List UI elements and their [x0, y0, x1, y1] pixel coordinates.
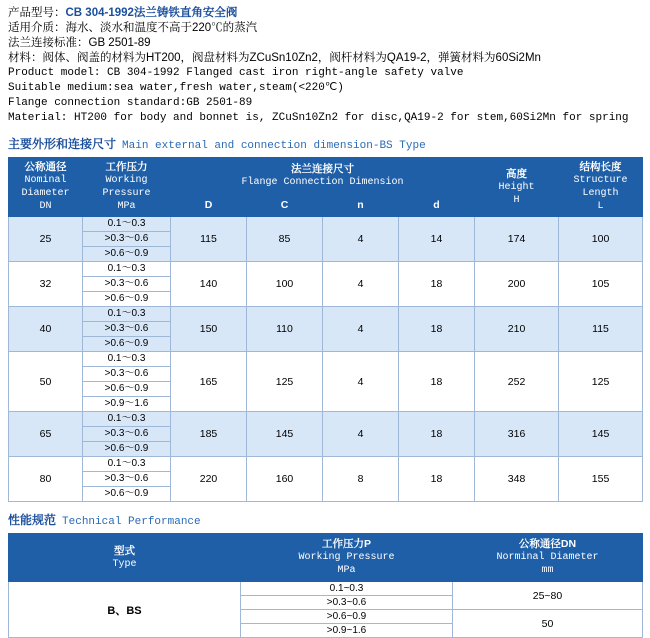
cell-perf-pressure: >0.6~0.9 — [241, 610, 453, 624]
header-flange-connection-cn: 法兰连接尺寸 — [291, 162, 355, 175]
cell-d: 18 — [399, 307, 475, 352]
cell-perf-pressure: >0.9~1.6 — [241, 624, 453, 638]
cell-perf-diameter: 50 — [453, 610, 643, 638]
cell-d: 18 — [399, 352, 475, 412]
header-structure-length-cn: 结构长度 — [579, 161, 622, 173]
cell-D: 150 — [171, 307, 247, 352]
dimension-table-header-row — [9, 158, 643, 195]
cell-d: 14 — [399, 217, 475, 262]
cell-dn: 32 — [9, 262, 83, 307]
cell-n: 4 — [323, 262, 399, 307]
header-structure-length-en: Structure Length — [573, 175, 628, 199]
cell-D: 165 — [171, 352, 247, 412]
header-height-symbol: H — [513, 194, 520, 206]
header-perf-working-pressure-unit: MPa — [337, 565, 356, 576]
header-flange-n: n — [323, 194, 399, 216]
cell-H: 252 — [475, 352, 559, 412]
cell-C: 145 — [247, 412, 323, 457]
spec-line-material-en: Material: HT200 for body and bonnet is, ZCuSn10Zn2 for disc,QA19-2 for stem,60Si2Mn for spring — [8, 112, 629, 124]
header-flange-connection — [171, 158, 475, 195]
cell-L: 115 — [559, 307, 643, 352]
header-working-pressure — [83, 158, 171, 217]
header-type — [9, 534, 241, 582]
section-title-dimensions-en: Main external and connection dimension-BS Type — [122, 140, 426, 152]
spec-line-medium — [8, 21, 642, 36]
spec-label-model: 产品型号： — [8, 7, 66, 19]
cell-pressure: >0.6～0.9 — [83, 487, 171, 502]
cell-dn: 50 — [9, 352, 83, 412]
cell-pressure: >0.3～0.6 — [83, 367, 171, 382]
spec-line-model — [8, 6, 642, 21]
cell-H: 316 — [475, 412, 559, 457]
cell-pressure: >0.3～0.6 — [83, 232, 171, 247]
header-height — [475, 158, 559, 217]
cell-n: 8 — [323, 457, 399, 502]
spec-line-material — [8, 51, 642, 66]
table-row — [9, 262, 643, 277]
table-row — [9, 352, 643, 367]
spec-value-material: 阀体、阀盖的材料为HT200，阀盘材料为ZCuSn10Zn2，阀杆材料为QA19-2，弹簧材料为60Si2Mn — [42, 52, 541, 64]
spec-label-flange-standard: 法兰连接标准： — [8, 37, 89, 49]
header-nominal-diameter-en1: Nominal — [24, 175, 67, 186]
cell-perf-diameter: 25~80 — [453, 582, 643, 610]
cell-perf-pressure: 0.1~0.3 — [241, 582, 453, 596]
cell-L: 145 — [559, 412, 643, 457]
cell-C: 125 — [247, 352, 323, 412]
table-row — [9, 582, 643, 596]
cell-pressure: >0.6～0.9 — [83, 442, 171, 457]
cell-dn: 40 — [9, 307, 83, 352]
section-title-performance-en: Technical Performance — [62, 516, 201, 528]
cell-L: 125 — [559, 352, 643, 412]
table-row — [9, 412, 643, 427]
header-height-en: Height — [498, 181, 535, 193]
cell-D: 140 — [171, 262, 247, 307]
section-title-dimensions-cn: 主要外形和连接尺寸 — [8, 137, 117, 151]
header-nominal-diameter-en2: Diameter — [21, 188, 70, 199]
header-flange-connection-en: Flange Connection Dimension — [241, 176, 404, 188]
header-perf-nominal-diameter-unit: mm — [541, 565, 554, 576]
table-row — [9, 307, 643, 322]
cell-H: 348 — [475, 457, 559, 502]
header-perf-working-pressure — [241, 534, 453, 582]
dimension-table — [8, 157, 643, 502]
spec-label-medium: 适用介质： — [8, 22, 66, 34]
header-nominal-diameter-en3: DN — [39, 201, 52, 212]
cell-pressure: >0.6～0.9 — [83, 337, 171, 352]
cell-pressure: 0.1～0.3 — [83, 307, 171, 322]
spec-label-material: 材料： — [8, 52, 43, 64]
performance-table — [8, 533, 643, 638]
cell-C: 85 — [247, 217, 323, 262]
cell-pressure: 0.1～0.3 — [83, 352, 171, 367]
spec-line-flange-standard-en: Flange connection standard:GB 2501-89 — [8, 97, 253, 109]
cell-pressure: >0.3～0.6 — [83, 322, 171, 337]
spec-line-medium-en: Suitable medium:sea water,fresh water,steam(<220℃) — [8, 82, 344, 94]
spec-value-medium: 海水、淡水和温度不高于220℃的蒸汽 — [65, 22, 258, 34]
cell-L: 105 — [559, 262, 643, 307]
header-type-cn: 型式 — [114, 544, 135, 557]
header-flange-C: C — [247, 194, 323, 216]
cell-D: 185 — [171, 412, 247, 457]
cell-type: B、BS — [9, 582, 241, 638]
cell-pressure: 0.1～0.3 — [83, 262, 171, 277]
header-flange-D: D — [171, 194, 247, 216]
cell-pressure: >0.3～0.6 — [83, 472, 171, 487]
cell-pressure: >0.3～0.6 — [83, 277, 171, 292]
cell-pressure: 0.1～0.3 — [83, 412, 171, 427]
cell-dn: 65 — [9, 412, 83, 457]
cell-D: 115 — [171, 217, 247, 262]
spec-line-model-en: Product model: CB 304-1992 Flanged cast iron right-angle safety valve — [8, 67, 464, 79]
header-height-cn: 高度 — [506, 167, 528, 180]
header-type-en: Type — [112, 558, 137, 570]
cell-H: 210 — [475, 307, 559, 352]
spec-line-flange-standard — [8, 36, 642, 51]
cell-L: 155 — [559, 457, 643, 502]
header-nominal-diameter — [9, 158, 83, 217]
header-perf-working-pressure-en: Working Pressure — [298, 552, 395, 563]
spec-block — [8, 6, 642, 126]
header-working-pressure-en3: MPa — [117, 201, 136, 212]
cell-C: 160 — [247, 457, 323, 502]
section-title-performance-cn: 性能规范 — [8, 513, 57, 527]
cell-C: 110 — [247, 307, 323, 352]
header-working-pressure-en2: Pressure — [102, 188, 151, 199]
cell-H: 200 — [475, 262, 559, 307]
cell-d: 18 — [399, 457, 475, 502]
cell-n: 4 — [323, 352, 399, 412]
spec-value-model: CB 304-1992法兰铸铁直角安全阀 — [65, 7, 238, 19]
section-title-dimensions — [8, 135, 642, 152]
cell-perf-pressure: >0.3~0.6 — [241, 596, 453, 610]
spec-value-flange-standard: GB 2501-89 — [88, 37, 151, 49]
header-nominal-diameter-cn: 公称通径 — [24, 161, 67, 173]
header-perf-nominal-diameter — [453, 534, 643, 582]
cell-n: 4 — [323, 307, 399, 352]
header-structure-length-symbol: L — [597, 201, 604, 212]
dimension-table-body — [9, 217, 643, 502]
cell-dn: 80 — [9, 457, 83, 502]
cell-pressure: >0.9～1.6 — [83, 397, 171, 412]
header-flange-d: d — [399, 194, 475, 216]
cell-n: 4 — [323, 217, 399, 262]
cell-pressure: 0.1～0.3 — [83, 457, 171, 472]
cell-pressure: >0.3～0.6 — [83, 427, 171, 442]
header-structure-length — [559, 158, 643, 217]
cell-pressure: 0.1～0.3 — [83, 217, 171, 232]
header-perf-working-pressure-cn: 工作压力P — [321, 538, 371, 550]
cell-n: 4 — [323, 412, 399, 457]
table-row — [9, 217, 643, 232]
cell-D: 220 — [171, 457, 247, 502]
cell-pressure: >0.6～0.9 — [83, 382, 171, 397]
cell-pressure: >0.6～0.9 — [83, 247, 171, 262]
cell-pressure: >0.6～0.9 — [83, 292, 171, 307]
section-title-performance — [8, 511, 642, 528]
cell-d: 18 — [399, 412, 475, 457]
header-perf-nominal-diameter-en: Norminal Diameter — [496, 552, 599, 563]
header-working-pressure-en1: Working — [105, 175, 148, 186]
cell-L: 100 — [559, 217, 643, 262]
cell-H: 174 — [475, 217, 559, 262]
header-working-pressure-cn: 工作压力 — [105, 161, 148, 173]
cell-dn: 25 — [9, 217, 83, 262]
performance-table-header-row — [9, 534, 643, 582]
performance-table-body — [9, 582, 643, 638]
cell-d: 18 — [399, 262, 475, 307]
header-perf-nominal-diameter-cn: 公称通径DN — [518, 538, 577, 550]
cell-C: 100 — [247, 262, 323, 307]
table-row — [9, 457, 643, 472]
